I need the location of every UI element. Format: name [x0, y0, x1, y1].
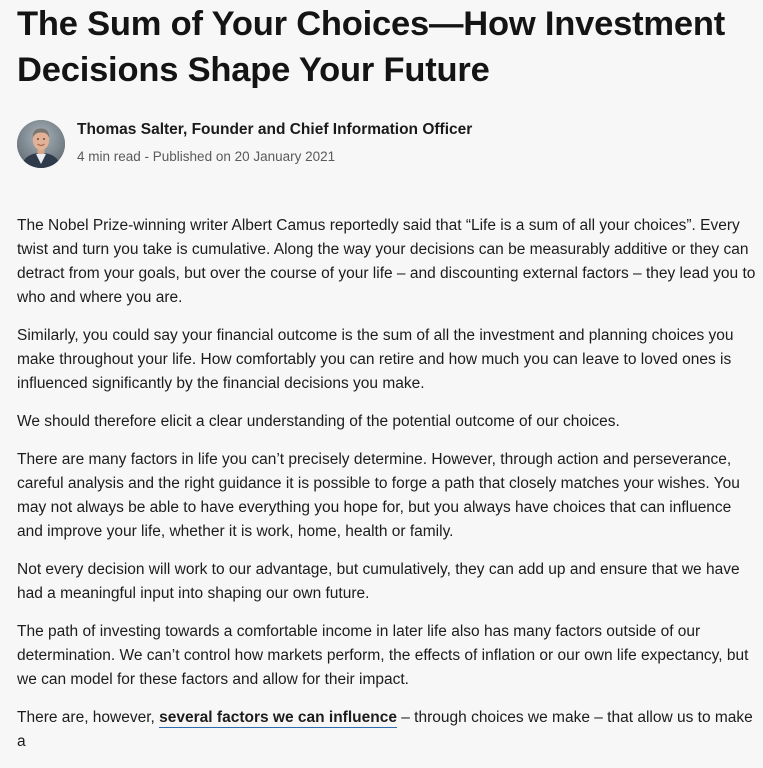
- article-title: The Sum of Your Choices—How Investment Decisions Shape Your Future: [17, 5, 726, 89]
- paragraph-with-link: [17, 706, 757, 754]
- author-byline: [17, 120, 757, 170]
- article-body: [17, 214, 757, 754]
- author-portrait-icon: [17, 120, 65, 168]
- paragraph: Not every decision will work to our advantage, but cumulatively, they can add up and ensure that we have had a meaningful input into shaping our own future.: [17, 561, 740, 602]
- paragraph: We should therefore elicit a clear understanding of the potential outcome of our choices.: [17, 413, 620, 430]
- paragraph-text-after: – through choices we make – that allow us to make a: [17, 709, 753, 750]
- paragraph: Similarly, you could say your financial outcome is the sum of all the investment and planning choices you make throughout your life. How comfortably you can retire and how much you can leave to loved ones is influenced significantly by the financial decisions you make.: [17, 327, 734, 392]
- paragraph: There are many factors in life you can’t precisely determine. However, through action and perseverance, careful analysis and the right guidance it is possible to forge a path that closely matches your wishes. You may not always be able to have everything you hope for, but you always have choices that can influence and improve your life, whether it is work, home, health or family.: [17, 451, 740, 540]
- paragraph: The path of investing towards a comfortable income in later life also has many factors outside of our determination. We can’t control how markets perform, the effects of inflation or our own life expectancy, but we can model for these factors and allow for their impact.: [17, 623, 749, 688]
- factors-link[interactable]: several factors we can influence: [159, 709, 397, 726]
- paragraph: The Nobel Prize-winning writer Albert Camus reportedly said that “Life is a sum of all your choices”. Every twist and turn you take is cumulative. Along the way your decisions can be measurably additive or they can detract from your goals, but over the course of your life – and discounting external factors – they lead you to who and where you are.: [17, 217, 756, 306]
- article: [17, 0, 757, 768]
- author-name: Thomas Salter, Founder and Chief Information Officer: [77, 121, 473, 138]
- author-avatar[interactable]: [17, 120, 65, 168]
- article-meta: 4 min read - Published on 20 January 2021: [77, 149, 336, 164]
- paragraph-text-before: There are, however,: [17, 709, 160, 726]
